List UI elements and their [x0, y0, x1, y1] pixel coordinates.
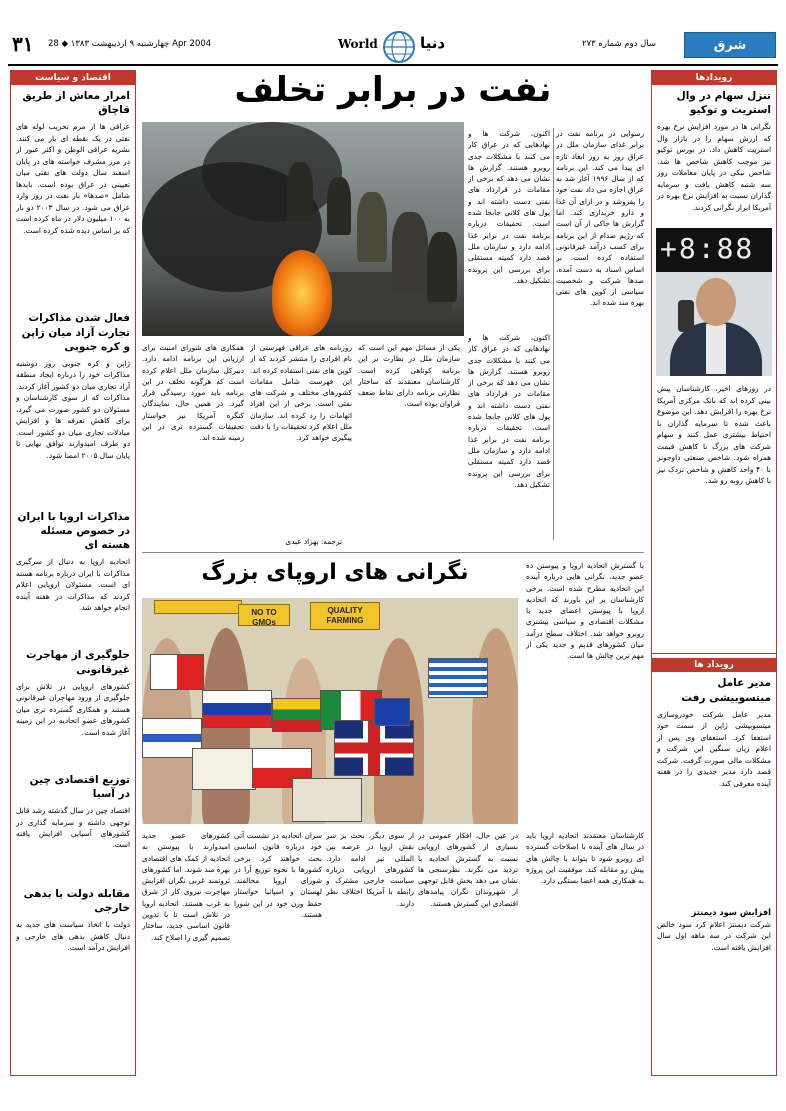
article-column: اکنون، شرکت ها و نهادهایی که در عراق کار می کنند با مشکلات جدی روبرو هستند. گزارش ها نشان می دهد که برخی از مقامات در قرارداد های نفتی دست داشته اند و پول های کلانی جابجا شده است. تحقیقات درباره برنامه نفت در برابر غذا ادامه دارد و سازمان ملل قصد دارد کمیته مستقلی برای بررسی این پرونده تشکیل دهد. [468, 129, 550, 285]
phone-icon [678, 300, 694, 332]
flag-cyprus [192, 748, 256, 790]
stock-trader-photo [656, 228, 772, 376]
left-item-text: عراقی ها از مرم تخریب لوله های نفتی در یک نقطه ای بار می کنند. نشریه عراقی الوطن و اکثر عبور از در مرز مشرف خواسته های در پایان اسفند سال دولت های نفتی میان تعیینی در عراق بوده است. بایدها شامل «صدها» بار نفت در روز وارد عراق می شود. در سال ۲۰۰۳ دو بار به ۱۰۰ میلیون دلار در ماه کرده است که بر اساس دیده شده کرده است. [16, 122, 130, 235]
flag-eu [374, 698, 410, 726]
left-item-text: اتحادیه اروپا به دنبال از سرگیری مذاکرات با ایران درباره برنامه هسته ای است. مسئولان اروپایی اعلام کردند که مذاکرات در هفته آینده انجام خواهد شد. [16, 557, 130, 613]
flag-uk [334, 720, 414, 776]
right-text-top: نگرانی ها در مورد افزایش نرخ بهره که ارزش سهام را در بازار وال استریت کاهش داد، در بورس توکیو نیز موجب کاهش شاخص ها شد. شاخص نیکی در پایان معاملات روز سه شنبه کاهش یافت و سرمایه گذاران نسبت به افزایش نرخ بهره در آمریکا ابراز نگرانی کردند. [657, 122, 771, 212]
page-number: ۳۱ [12, 32, 34, 56]
left-item-headline: توزیع اقتصادی چین در آسیا [29, 773, 130, 800]
section-divider [142, 552, 644, 553]
stock-board-digits: +8:88 [660, 232, 755, 266]
person-figure [427, 232, 457, 302]
right-text-3: شرکت دیمنتز اعلام کرد سود خالص این شرکت در سه ماهه اول سال افزایش یافته است. [657, 919, 771, 952]
left-item-headline: مقابله دولت با بدهی خارجی [23, 888, 130, 915]
byline: ترجمه: بهزاد عبدی [285, 537, 342, 546]
left-item-text: کشورهای اروپایی در تلاش برای جلوگیری از ورود مهاجران غیرقانونی هستند و همکاری گسترده تری میان کشورهای عضو اتحادیه در این زمینه آغاز شده است. [16, 681, 130, 737]
article-column: در عین حال، افکار عمومی در بسیاری از کشورهای اروپایی نسبت به گسترش اتحادیه با تردید می نگرند. نظرسنجی ها نشان می دهد بخش قابل توجهی از شهروندان نگران پیامدهای اقتصادی این گسترش هستند. [418, 831, 518, 908]
right-headline: تنزل سهام در وال استریت و توکیو [676, 90, 771, 117]
flag-slovakia [202, 690, 272, 728]
article-column: کشورهای عضو جدید امیدوارند با پیوستن به اتحادیه از کمک های اقتصادی بهره مند شوند. اما کشورهای ثروتمند غربی نگران افزایش مهاجرت نیروی کار از شرق به غرب هستند. اتحادیه اروپا در تلاش است تا با تدوین قانون اساسی جدید، ساختار تصمیم گیری را اصلاح کند. [142, 831, 230, 942]
right-subheading-3: افزایش سود دیمنتز [691, 906, 771, 917]
flag-lithuania [272, 698, 322, 732]
left-item-headline: مذاکرات اروپا با ایران در خصوص مسئله هسته ای [17, 510, 130, 552]
stock-board [656, 228, 772, 272]
article-column: رسوایی در برنامه نفت در برابر غذای سازمان ملل در عراق روز به روز ابعاد تازه ای پیدا می کند. این برنامه که از سال ۱۹۹۶ آغاز شد به عراق اجازه می داد نفت خود را بفروشد و در ازای آن غذا و دارو خریداری کند. اما گزارش ها حاکی از آن است که رژیم صدام از این برنامه برای کسب درآمد غیرقانونی استفاده کرده است. بر اساس اسناد به دست آمده، صدها شرکت و شخصیت سیاسی از کوپن های نفتی بهره مند شده اند. [556, 129, 644, 308]
article-column: کارشناسان معتقدند اتحادیه اروپا باید در سال های آینده با اصلاحات گسترده ای روبرو شود تا بتواند با چالش های پیش رو مقابله کند. موفقیت این پروژه به همکاری همه اعضا بستگی دارد. [526, 831, 644, 886]
smoke [202, 122, 342, 222]
left-news-column [10, 70, 136, 1076]
second-headline: نگرانی های اروپای بزرگ [201, 560, 469, 585]
right-column-tag-2: رویداد ها [652, 658, 776, 672]
trader-shirt [706, 324, 726, 374]
eu-protest-photo [142, 598, 518, 824]
globe-icon [382, 30, 416, 64]
section-title-fa: دنیا [420, 34, 446, 52]
right-divider [652, 653, 776, 654]
iraq-fire-photo [142, 122, 464, 336]
left-item-text: ژاپن و کره جنوبی روز دوشنبه مذاکرات خود را درباره ایجاد منطقه آزاد تجاری میان دو کشور آغاز کردند. مذاکرات که از سوی کارشناسان و مسئولان دو کشور صورت می گیرد، برای کاهش تعرفه ها و افزایش مبادلات تجاری میان دو کشور است. دو طرف امیدوارند توافق نهایی تا پایان سال ۲۰۰۵ امضا شود. [16, 358, 130, 460]
right-text-2: مدیر عامل شرکت خودروسازی میتسوبیشی ژاپن از سمت خود استعفا کرد. استعفای وی پس از اعلام زیان سنگین این شرکت و مشکلات مالی صورت گرفت. شرکت قصد دارد مدیر جدیدی را در هفته آینده معرفی کند. [657, 709, 771, 788]
article-column: با گسترش اتحادیه اروپا و پیوستن ده عضو جدید، نگرانی هایی درباره آینده این اتحادیه مطرح شده است. برخی کارشناسان بر این باورند که اتحادیه اروپا با پیوستن اعضای جدید با مشکلات اقتصادی و سیاسی بیشتری روبرو خواهد شد. اختلاف سطح درآمد میان کشورهای قدیم و جدید یکی از مهم ترین چالش ها است. [526, 561, 644, 661]
left-item-headline: فعال شدن مذاکرات تجارت آزاد میان ژاپن و کره جنوبی [21, 312, 130, 353]
left-column-tag: اقتصاد و سیاست [11, 71, 135, 85]
article-column: اکنون، شرکت ها و نهادهایی که در عراق کار می کنند با مشکلات جدی روبرو هستند. گزارش ها نشان می دهد که برخی از مقامات در قرارداد های نفتی دست داشته اند و پول های کلانی جابجا شده است. تحقیقات درباره برنامه نفت در برابر غذا ادامه دارد و سازمان ملل قصد دارد کمیته مستقلی برای بررسی این پرونده تشکیل دهد. [468, 333, 550, 489]
protest-sign-gmo: NO TO GMOs [238, 604, 290, 626]
newspaper-logo: شرق [684, 32, 776, 58]
issue-date: چهارشنبه ۹ اردیبهشت ۱۳۸۳ ◆ 28 Apr 2004 [48, 39, 212, 49]
right-text-bottom: در روزهای اخیر، کارشناسان پیش بینی کرده اند که بانک مرکزی آمریکا نرخ بهره را افزایش دهد. این موضوع باعث شده تا سرمایه گذاران با احتیاط بیشتری عمل کنند و سهام شرکت های بزرگ با کاهش قیمت همراه شود. شاخص صنعتی داوجونز با ۴۰ واحد کاهش و شاخص نزدک نیز با کاهش روبه رو شد. [657, 384, 771, 486]
column-separator [553, 128, 554, 540]
section-title-en: World [338, 37, 378, 51]
main-headline: نفت در برابر تخلف [234, 70, 552, 110]
issue-number: سال دوم شماره ۲۷۳ [582, 39, 657, 49]
person-figure [327, 177, 351, 235]
protest-sign [154, 600, 242, 614]
left-item-headline: جلوگیری از مهاجرت غیرقانونی [26, 649, 130, 676]
page-header [8, 30, 778, 60]
flag-greece [428, 658, 488, 698]
article-column: از سوی دیگر، بحث بر سر نقش اروپا در عرصه بین المللی نیز ادامه دارد. کشورهای اروپایی درباره سیاست خارجی مشترک و رابطه با آمریکا اختلاف نظر دارند. [326, 831, 414, 908]
article-column: همکاری های شورای امنیت برای ارزیابی این برنامه ادامه دارد. دبیرکل سازمان ملل اعلام کرده است که هرگونه تخلف در این برنامه باید مورد رسیدگی قرار گیرد. در همین حال، نمایندگان کنگره آمریکا نیز خواستار تحقیقات گسترده تری در این زمینه شده اند. [142, 343, 244, 443]
flag [150, 654, 204, 690]
protest-sign-quality: QUALITY FARMING [310, 602, 380, 630]
fire [272, 250, 332, 336]
article-column: سران اتحادیه در نشست آتی خود درباره قانون اساسی بحث خواهند کرد. برخی کشورها با نحوه توزیع آرا در شورای اروپا مخالفند. لهستان و اسپانیا خواستار حفظ وزن خود در این شورا هستند. [234, 831, 322, 920]
right-column-tag: رویدادها [652, 71, 776, 85]
right-headline-2: مدیر عامل میتسوبیشی رفت [681, 677, 771, 704]
flag [292, 778, 362, 822]
header-rule [8, 64, 778, 66]
person-figure [392, 212, 428, 292]
person-figure [287, 162, 313, 222]
left-item-text: دولت با اتخاذ سیاست های جدید به دنبال کاهش بدهی های خارجی و افزایش درآمد است. [16, 920, 130, 953]
trader-head [696, 278, 736, 326]
left-item-text: اقتصاد چین در سال گذشته رشد قابل توجهی داشته و سرمایه گذاری در کشورهای آسیایی افزایش یافته است. [16, 806, 130, 850]
article-column: یکی از مسائل مهم این است که سازمان ملل در نظارت بر این برنامه کوتاهی کرده است. کارشناسان معتقدند که ساختار نظارتی برنامه دارای نقاط ضعف فراوان بوده است. [358, 343, 460, 409]
person-figure [357, 192, 387, 262]
right-news-column [651, 70, 777, 1076]
article-column: روزنامه های عراقی فهرستی از نام افرادی را منتشر کردند که از کوپن های نفتی استفاده کرده اند. این فهرست شامل مقامات کشورهای مختلف و شرکت های نفتی است. برخی از این افراد اتهامات را رد کرده اند. سازمان ملل اعلام کرد تحقیقات را با دقت پیگیری خواهد کرد. [250, 343, 352, 443]
left-item-headline: امرار معاش از طریق قاچاق [22, 90, 130, 117]
